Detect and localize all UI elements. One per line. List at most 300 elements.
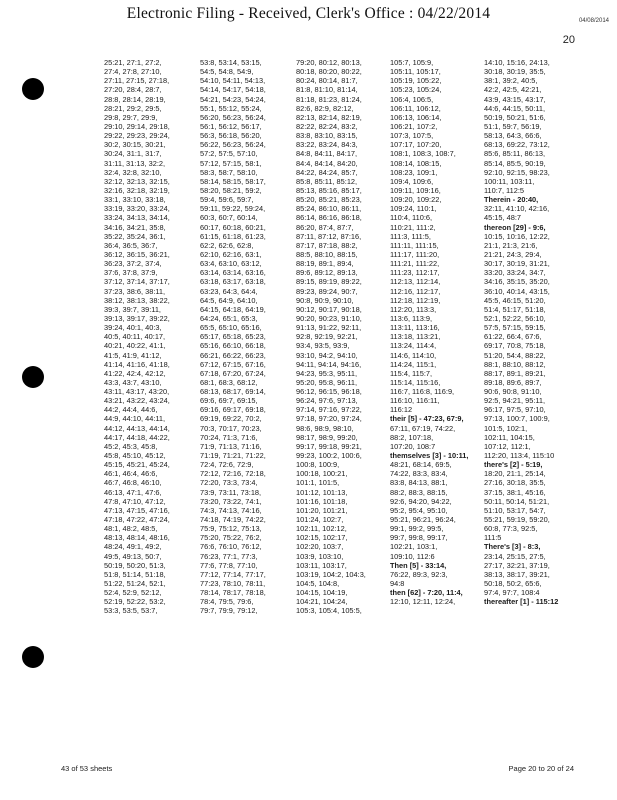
index-line: 42:2, 42:5, 42:21,: [484, 85, 542, 95]
index-line: 86:20, 87:4, 87:7,: [296, 222, 354, 232]
index-line: 48:21, 68:14, 69:5,: [390, 460, 452, 470]
index-line: 82:13, 82:14, 82:19,: [296, 112, 362, 122]
index-line: 21:21, 24:3, 29:4,: [484, 249, 542, 259]
index-line: 39:3, 39:7, 39:11,: [104, 304, 161, 314]
index-line: 95:20, 95:8, 96:11,: [296, 377, 358, 387]
index-line: 89:15, 89:19, 89:22,: [296, 277, 362, 287]
index-line: 50:11, 50:14, 51:21,: [484, 496, 550, 506]
index-line: 38:13, 38:17, 39:21,: [484, 569, 550, 579]
index-line: 38:1, 39:2, 40:5,: [484, 76, 538, 86]
index-line: 33:24, 34:13, 34:14,: [104, 213, 170, 223]
index-line: 55:21, 59:19, 59:20,: [484, 515, 550, 525]
index-line: 93:10, 94:2, 94:10,: [296, 350, 358, 360]
index-line: 114:24, 115:1,: [390, 359, 437, 369]
index-line: 111:17, 111:20,: [390, 249, 440, 259]
index-line: 63:14, 63:14, 63:16,: [200, 268, 266, 278]
index-line: 100:8, 100:9,: [296, 460, 340, 470]
index-line: 69:17, 70:8, 75:18,: [484, 341, 546, 351]
index-line: 111:3, 111:5,: [390, 231, 431, 241]
index-line: 92:6, 94:20, 94:22,: [390, 496, 452, 506]
index-line: 67:18, 67:20, 67:24,: [200, 368, 266, 378]
index-line: 10:15, 10:16, 12:22,: [484, 231, 550, 241]
index-line: 51:20, 54:4, 88:22,: [484, 350, 546, 360]
index-line: 116:10, 116:11,: [390, 396, 440, 406]
index-line: 102:20, 103:7,: [296, 542, 344, 552]
index-line: 68:13, 69:22, 73:12,: [484, 140, 550, 150]
index-line: 75:20, 75:22, 76:2,: [200, 533, 262, 543]
index-line: 102:15, 102:17,: [296, 533, 348, 543]
index-line: 50:19, 50:21, 51:6,: [484, 112, 546, 122]
index-line: 84:8, 84:11, 84:17,: [296, 149, 358, 159]
index-line: There's [3] - 8:3,: [484, 542, 541, 552]
index-line: 53:3, 53:5, 53:7,: [104, 606, 158, 616]
index-line: 52:1, 52:22, 56:10,: [484, 313, 546, 323]
index-line: 50:19, 50:20, 51:3,: [104, 560, 166, 570]
index-line: 64:15, 64:18, 64:19,: [200, 304, 266, 314]
index-line: 53:8, 53:14, 53:15,: [200, 58, 262, 67]
index-line: 45:15, 48:7: [484, 213, 521, 223]
index-line: 30:18, 30:19, 35:5,: [484, 67, 546, 77]
index-line: 96:12, 96:15, 96:18,: [296, 387, 362, 397]
index-line: 37:15, 38:1, 45:16,: [484, 487, 546, 497]
index-line: 30:2, 30:15, 30:21,: [104, 140, 166, 150]
index-line: 37:6, 37:8, 37:9,: [104, 268, 158, 278]
index-line: 110:4, 110:6,: [390, 213, 433, 223]
index-line: 92:8, 92:19, 92:21,: [296, 332, 358, 342]
index-line: 73:9, 73:11, 73:18,: [200, 487, 262, 497]
index-line: 74:22, 83:3, 83:4,: [390, 469, 448, 479]
index-line: 103:9, 103:10,: [296, 551, 344, 561]
index-line: 101:5, 102:1,: [484, 423, 528, 433]
index-line: 115:14, 115:16,: [390, 377, 441, 387]
index-line: 112:18, 112:19,: [390, 295, 441, 305]
index-line: 97:14, 97:16, 97:22,: [296, 405, 362, 415]
index-line: 27:17, 32:21, 37:19,: [484, 560, 550, 570]
index-line: 90:20, 90:23, 91:10,: [296, 313, 362, 323]
index-line: 95:21, 96:21, 96:24,: [390, 515, 456, 525]
binder-hole-icon: [22, 366, 44, 388]
index-line: 80:24, 80:14, 81:7,: [296, 76, 358, 86]
index-line: 52:4, 52:9, 52:12,: [104, 588, 162, 598]
print-date: 04/08/2014: [578, 18, 609, 24]
index-line: 90:12, 90:17, 90:18,: [296, 304, 362, 314]
index-line: 94:11, 94:14, 94:16,: [296, 359, 362, 369]
index-line: 107:20, 108:7: [390, 441, 436, 451]
index-line: 41:5, 41:9, 41:12,: [104, 350, 162, 360]
index-line: 45:8, 45:10, 45:12,: [104, 451, 166, 461]
index-line: 70:3, 70:17, 70:23,: [200, 423, 262, 433]
index-line: 81:8, 81:10, 81:14,: [296, 85, 358, 95]
index-line: 67:12, 67:15, 67:16,: [200, 359, 266, 369]
index-line: 109:20, 109:22,: [390, 195, 442, 205]
index-line: 106:4, 106:5,: [390, 94, 434, 104]
index-line: 104:15, 104:19,: [296, 588, 348, 598]
index-line: 49:5, 49:13, 50:7,: [104, 551, 162, 561]
index-line: 27:11, 27:15, 27:18,: [104, 76, 170, 86]
index-line: 79:20, 80:12, 80:13,: [296, 58, 362, 67]
index-column-5: [484, 58, 579, 606]
index-line: 36:23, 37:2, 37:4,: [104, 259, 162, 269]
index-line: 97:18, 97:20, 97:24,: [296, 414, 362, 424]
index-line: 112:20, 113:3,: [390, 304, 437, 314]
index-line: 27:20, 28:4, 28:7,: [104, 85, 162, 95]
index-line: 61:15, 61:18, 61:23,: [200, 231, 266, 241]
index-line: 43:9, 43:15, 43:17,: [484, 94, 546, 104]
index-line: 55:1, 55:12, 55:24,: [200, 103, 262, 113]
index-line: 43:21, 43:22, 43:24,: [104, 396, 170, 406]
index-line: 105:23, 105:24,: [390, 85, 442, 95]
index-line: 78:4, 79:5, 79:6,: [200, 597, 254, 607]
index-line: 69:16, 69:17, 69:18,: [200, 405, 266, 415]
index-line: 51:8, 51:14, 51:18,: [104, 569, 166, 579]
index-line: 62:10, 62:16, 63:1,: [200, 249, 262, 259]
index-line: 100:11, 103:11,: [484, 176, 535, 186]
index-line: 113:6, 113:9,: [390, 313, 433, 323]
index-column-3: [296, 58, 388, 616]
index-line: 102:11, 102:12,: [296, 524, 347, 534]
index-line: 44:2, 44:4, 44:6,: [104, 405, 158, 415]
index-line: 47:18, 47:22, 47:24,: [104, 515, 170, 525]
index-line: 79:7, 79:9, 79:12,: [200, 606, 258, 616]
index-line: 54:14, 54:17, 54:18,: [200, 85, 266, 95]
index-line: 46:1, 46:4, 46:6,: [104, 469, 158, 479]
index-line: 59:11, 59:22, 59:24,: [200, 204, 266, 214]
index-line: 14:10, 15:16, 24:13,: [484, 58, 550, 67]
index-line: 97:4, 97:7, 108:4: [484, 588, 540, 598]
page-number: 20: [562, 34, 575, 46]
index-line: 85:14, 85:5, 90:19,: [484, 158, 546, 168]
index-line: 91:13, 91:22, 92:11,: [296, 323, 362, 333]
index-line: 107:3, 107:5,: [390, 131, 434, 141]
index-line: 77:23, 78:10, 78:11,: [200, 579, 266, 589]
index-line: 68:1, 68:3, 68:12,: [200, 377, 258, 387]
index-line: 50:18, 50:2, 65:6,: [484, 579, 542, 589]
index-line: 94:8: [390, 579, 405, 589]
index-line: 33:20, 33:24, 34:7,: [484, 268, 546, 278]
index-line: 105:11, 105:17,: [390, 67, 441, 77]
index-line: thereafter [1] - 115:12: [484, 597, 559, 607]
index-line: 96:17, 97:5, 97:10,: [484, 405, 546, 415]
index-line: 89:6, 89:12, 89:13,: [296, 268, 358, 278]
index-line: 63:23, 64:3, 64:4,: [200, 286, 258, 296]
index-line: 58:3, 58:7, 58:10,: [200, 167, 258, 177]
electronic-filing-header: Electronic Filing - Received, Clerk's Office : 04/22/2014: [126, 5, 491, 22]
index-line: 43:11, 43:17, 43:20,: [104, 387, 170, 397]
index-line: 66:21, 66:22, 66:23,: [200, 350, 266, 360]
index-line: 65:5, 65:10, 65:16,: [200, 323, 262, 333]
index-line: 106:11, 106:12,: [390, 103, 441, 113]
index-line: 101:16, 101:18,: [296, 496, 348, 506]
index-line: 116:12: [390, 405, 413, 415]
index-line: 56:20, 56:23, 56:24,: [200, 112, 266, 122]
index-line: 21:1, 21:3, 21:6,: [484, 240, 538, 250]
index-line: 102:21, 103:1,: [390, 542, 438, 552]
index-line: 85:20, 85:21, 85:23,: [296, 195, 362, 205]
index-line: 88:1, 88:10, 88:12,: [484, 359, 546, 369]
index-line: 29:8, 29:7, 29:9,: [104, 112, 158, 122]
index-line: 86:14, 86:16, 86:18,: [296, 213, 362, 223]
index-line: 111:21, 111:22,: [390, 259, 440, 269]
index-line: 61:22, 66:4, 67:6,: [484, 332, 542, 342]
index-line: 113:24, 114:4,: [390, 341, 437, 351]
index-line: 33:19, 33:20, 33:24,: [104, 204, 170, 214]
index-line: 111:11, 111:15,: [390, 240, 439, 250]
index-line: 45:5, 46:15, 51:20,: [484, 295, 546, 305]
index-line: 60:3, 60:7, 60:14,: [200, 213, 258, 223]
index-line: 112:13, 112:14,: [390, 277, 441, 287]
index-line: 40:21, 40:22, 41:1,: [104, 341, 166, 351]
index-line: 59:4, 59:6, 59:7,: [200, 195, 254, 205]
index-line: 115:4, 115:7,: [390, 368, 433, 378]
index-line: 39:13, 39:17, 39:22,: [104, 313, 170, 323]
index-line: 98:6, 98:9, 98:10,: [296, 423, 354, 433]
index-line: 27:4, 27:8, 27:10,: [104, 67, 162, 77]
index-line: 68:13, 68:17, 69:14,: [200, 387, 266, 397]
index-line: 109:4, 109:6,: [390, 176, 434, 186]
index-line: 88:2, 88:3, 88:15,: [390, 487, 448, 497]
index-line: 98:17, 98:9, 99:20,: [296, 432, 358, 442]
index-line: 105:3, 105:4, 105:5,: [296, 606, 362, 616]
index-line: 57:12, 57:15, 58:1,: [200, 158, 262, 168]
index-line: 46:7, 46:8, 46:10,: [104, 478, 162, 488]
index-line: 70:24, 71:3, 71:6,: [200, 432, 258, 442]
index-line: 108:23, 109:1,: [390, 167, 438, 177]
index-line: 105:7, 105:9,: [390, 58, 434, 67]
index-line: 63:4, 63:10, 63:12,: [200, 259, 262, 269]
index-line: 72:4, 72:6, 72:9,: [200, 460, 254, 470]
index-line: 104:5, 104:8,: [296, 579, 340, 589]
index-line: 83:8, 83:10, 83:15,: [296, 131, 358, 141]
index-line: 74:18, 74:19, 74:22,: [200, 515, 266, 525]
index-line: 47:8, 47:10, 47:12,: [104, 496, 166, 506]
index-line: 106:21, 107:2,: [390, 121, 438, 131]
index-line: 60:8, 77:3, 92:5,: [484, 524, 538, 534]
index-line: 99:23, 100:2, 100:6,: [296, 451, 362, 461]
index-line: 12:10, 12:11, 12:24,: [390, 597, 456, 607]
index-line: 67:11, 67:19, 74:22,: [390, 423, 456, 433]
index-line: 113:18, 113:21,: [390, 332, 441, 342]
index-line: 44:9, 44:10, 44:11,: [104, 414, 166, 424]
index-line: 111:23, 112:17,: [390, 268, 440, 278]
index-line: 85:13, 85:16, 85:17,: [296, 185, 362, 195]
index-line: 56:22, 56:23, 56:24,: [200, 140, 266, 150]
index-line: 93:4, 93:5, 93:9,: [296, 341, 350, 351]
index-line: 46:13, 47:1, 47:6,: [104, 487, 162, 497]
index-line: 88:5, 88:10, 88:15,: [296, 249, 358, 259]
index-line: 94:23, 95:3, 95:11,: [296, 368, 358, 378]
index-line: 71:19, 71:21, 71:22,: [200, 451, 266, 461]
index-line: 109:11, 109:16,: [390, 185, 441, 195]
index-line: 65:16, 66:10, 66:18,: [200, 341, 266, 351]
index-line: 90:6, 90:8, 91:10,: [484, 387, 542, 397]
index-line: 44:12, 44:13, 44:14,: [104, 423, 170, 433]
index-line: 23:14, 25:15, 27:5,: [484, 551, 546, 561]
index-line: 109:24, 110:1,: [390, 204, 437, 214]
index-line: 37:12, 37:14, 37:17,: [104, 277, 170, 287]
index-line: 85:6, 85:11, 86:13,: [484, 149, 546, 159]
index-line: 34:16, 35:15, 35:20,: [484, 277, 550, 287]
index-line: 29:10, 29:14, 29:18,: [104, 121, 170, 131]
index-line: 51:4, 51:17, 51:18,: [484, 304, 546, 314]
index-line: 101:1, 101:5,: [296, 478, 340, 488]
index-line: 35:22, 35:24, 36:1,: [104, 231, 166, 241]
index-line: 30:24, 31:1, 31:7,: [104, 149, 162, 159]
index-line: 78:14, 78:17, 78:18,: [200, 588, 266, 598]
index-line: 99:17, 99:18, 99:21,: [296, 441, 362, 451]
index-line: 104:21, 104:24,: [296, 597, 348, 607]
index-line: 65:17, 65:18, 65:23,: [200, 332, 266, 342]
index-line: 113:11, 113:16,: [390, 323, 440, 333]
index-line: 102:11, 104:15,: [484, 432, 535, 442]
index-line: 57:2, 57:5, 57:10,: [200, 149, 258, 159]
index-line: 29:22, 29:23, 29:24,: [104, 131, 170, 141]
index-line: 54:10, 54:11, 54:13,: [200, 76, 266, 86]
binder-hole-icon: [22, 646, 44, 668]
index-line: 105:19, 105:22,: [390, 76, 442, 86]
index-line: 75:9, 75:12, 75:13,: [200, 524, 262, 534]
index-line: 92:5, 94:21, 95:11,: [484, 396, 546, 406]
index-line: 31:11, 31:13, 32:2,: [104, 158, 166, 168]
index-line: 41:22, 42:4, 42:12,: [104, 368, 166, 378]
index-line: 83:8, 84:13, 88:1,: [390, 478, 448, 488]
index-line: 28:8, 28:14, 28:19,: [104, 94, 166, 104]
index-line: 45:15, 45:21, 45:24,: [104, 460, 170, 470]
index-line: 27:16, 30:18, 35:5,: [484, 478, 546, 488]
index-line: 44:17, 44:18, 44:22,: [104, 432, 170, 442]
index-line: 43:3, 43:7, 43:10,: [104, 377, 162, 387]
index-line: 101:12, 101:13,: [296, 487, 348, 497]
binder-hole-icon: [22, 78, 44, 100]
index-line: 84:4, 84:14, 84:20,: [296, 158, 358, 168]
index-line: 88:2, 107:18,: [390, 432, 434, 442]
index-column-2: [200, 58, 292, 616]
index-line: 36:4, 36:5, 36:7,: [104, 240, 158, 250]
index-line: 82:6, 82:9, 82:12,: [296, 103, 354, 113]
index-line: 54:21, 54:23, 54:24,: [200, 94, 266, 104]
index-line: 76:22, 89:3, 92:3,: [390, 569, 448, 579]
index-line: 37:23, 38:6, 38:11,: [104, 286, 166, 296]
index-line: their [5] - 47:23, 67:9,: [390, 414, 464, 424]
index-line: 48:1, 48:2, 48:5,: [104, 524, 158, 534]
index-line: there's [2] - 5:19,: [484, 460, 543, 470]
index-line: 83:22, 83:24, 84:3,: [296, 140, 358, 150]
index-line: 56:3, 56:18, 56:20,: [200, 131, 262, 141]
index-line: 25:21, 27:1, 27:2,: [104, 58, 162, 67]
index-line: 103:11, 103:17,: [296, 560, 347, 570]
index-line: 62:2, 62:6, 62:8,: [200, 240, 254, 250]
index-line: 72:20, 73:3, 73:4,: [200, 478, 258, 488]
index-line: 88:19, 89:1, 89:4,: [296, 259, 354, 269]
index-line: 51:10, 53:17, 54:7,: [484, 505, 546, 515]
index-line: 96:24, 97:6, 97:13,: [296, 396, 358, 406]
index-line: 58:13, 64:3, 66:6,: [484, 131, 542, 141]
index-line: 80:18, 80:20, 80:22,: [296, 67, 362, 77]
index-line: 64:24, 65:1, 65:3,: [200, 313, 258, 323]
index-line: 84:22, 84:24, 85:7,: [296, 167, 358, 177]
index-line: 56:1, 56:12, 56:17,: [200, 121, 262, 131]
index-line: 107:12, 112:1,: [484, 441, 531, 451]
index-line: 51:22, 51:24, 52:1,: [104, 579, 166, 589]
index-line: 54:5, 54:8, 54:9,: [200, 67, 254, 77]
index-line: 63:18, 63:17, 63:18,: [200, 277, 266, 287]
index-line: 47:13, 47:15, 47:16,: [104, 505, 170, 515]
index-line: 72:12, 72:16, 72:18,: [200, 469, 266, 479]
index-line: 34:16, 34:21, 35:8,: [104, 222, 166, 232]
index-line: 58:14, 58:15, 58:17,: [200, 176, 266, 186]
index-line: 110:21, 111:2,: [390, 222, 436, 232]
index-line: 32:16, 32:18, 32:19,: [104, 185, 170, 195]
index-line: 51:1, 59:7, 56:19,: [484, 121, 542, 131]
index-line: 87:11, 87:12, 87:16,: [296, 231, 362, 241]
index-line: 99:7, 99:8, 99:17,: [390, 533, 448, 543]
index-line: 77:12, 77:14, 77:17,: [200, 569, 266, 579]
index-line: 40:5, 40:11, 40:17,: [104, 332, 166, 342]
index-line: 39:24, 40:1, 40:3,: [104, 323, 162, 333]
index-line: 88:17, 89:1, 89:21,: [484, 368, 546, 378]
index-line: 76:6, 76:10, 76:12,: [200, 542, 262, 552]
index-line: 103:19, 104:2, 104:3,: [296, 569, 366, 579]
index-line: 32:4, 32:8, 32:10,: [104, 167, 162, 177]
index-line: 69:19, 69:22, 70:2,: [200, 414, 262, 424]
index-line: 99:1, 99:2, 99:5,: [390, 524, 444, 534]
index-line: thereon [29] - 9:6,: [484, 222, 546, 232]
index-line: 109:10, 112:6: [390, 551, 435, 561]
index-line: 112:16, 112:17,: [390, 286, 441, 296]
index-line: 85:24, 86:10, 86:11,: [296, 204, 362, 214]
index-line: 107:17, 107:20,: [390, 140, 442, 150]
index-line: 58:20, 58:21, 59:2,: [200, 185, 262, 195]
index-line: 77:6, 77:8, 77:10,: [200, 560, 258, 570]
index-line: 100:18, 100:21,: [296, 469, 348, 479]
index-line: 101:20, 101:21,: [296, 505, 348, 515]
index-line: 48:24, 49:1, 49:2,: [104, 542, 162, 552]
index-line: 85:8, 85:11, 85:12,: [296, 176, 358, 186]
index-line: 32:12, 32:13, 32:15,: [104, 176, 170, 186]
sheet-count: 43 of 53 sheets: [61, 764, 113, 773]
index-line: 81:18, 81:23, 81:24,: [296, 94, 362, 104]
index-line: 44:6, 44:15, 50:11,: [484, 103, 546, 113]
index-line: 30:17, 30:19, 31:21,: [484, 259, 550, 269]
index-line: 36:12, 36:15, 36:21,: [104, 249, 170, 259]
index-line: 60:17, 60:18, 60:21,: [200, 222, 266, 232]
index-line: 74:3, 74:13, 74:16,: [200, 505, 262, 515]
index-line: 114:6, 114:10,: [390, 350, 437, 360]
index-line: 111:5: [484, 533, 502, 543]
index-line: 38:12, 38:13, 38:22,: [104, 295, 170, 305]
index-line: themselves [3] - 10:11,: [390, 451, 469, 461]
index-line: 110:7, 112:5: [484, 185, 524, 195]
index-line: 41:14, 41:16, 41:18,: [104, 359, 170, 369]
index-line: Then [5] - 33:14,: [390, 560, 447, 570]
index-line: 69:6, 69:7, 69:15,: [200, 396, 258, 406]
page-range: Page 20 to 20 of 24: [508, 764, 574, 773]
index-line: 92:10, 92:15, 98:23,: [484, 167, 550, 177]
index-line: 108:1, 108:3, 108:7,: [390, 149, 456, 159]
index-line: 112:20, 113:4, 115:10: [484, 451, 555, 461]
index-line: 48:13, 48:14, 48:16,: [104, 533, 170, 543]
index-line: 33:1, 33:10, 33:18,: [104, 195, 166, 205]
index-line: 87:17, 87:18, 88:2,: [296, 240, 358, 250]
index-line: 97:13, 100:7, 100:9,: [484, 414, 550, 424]
index-line: 101:24, 102:7,: [296, 515, 344, 525]
index-line: 82:22, 82:24, 83:2,: [296, 121, 358, 131]
index-line: then [62] - 7:20, 11:4,: [390, 588, 463, 598]
index-line: 52:19, 52:22, 53:2,: [104, 597, 166, 607]
index-line: 73:20, 73:22, 74:1,: [200, 496, 262, 506]
index-line: 76:23, 77:1, 77:3,: [200, 551, 258, 561]
index-line: 45:2, 45:3, 45:8,: [104, 441, 158, 451]
index-line: 89:18, 89:6, 89:7,: [484, 377, 542, 387]
